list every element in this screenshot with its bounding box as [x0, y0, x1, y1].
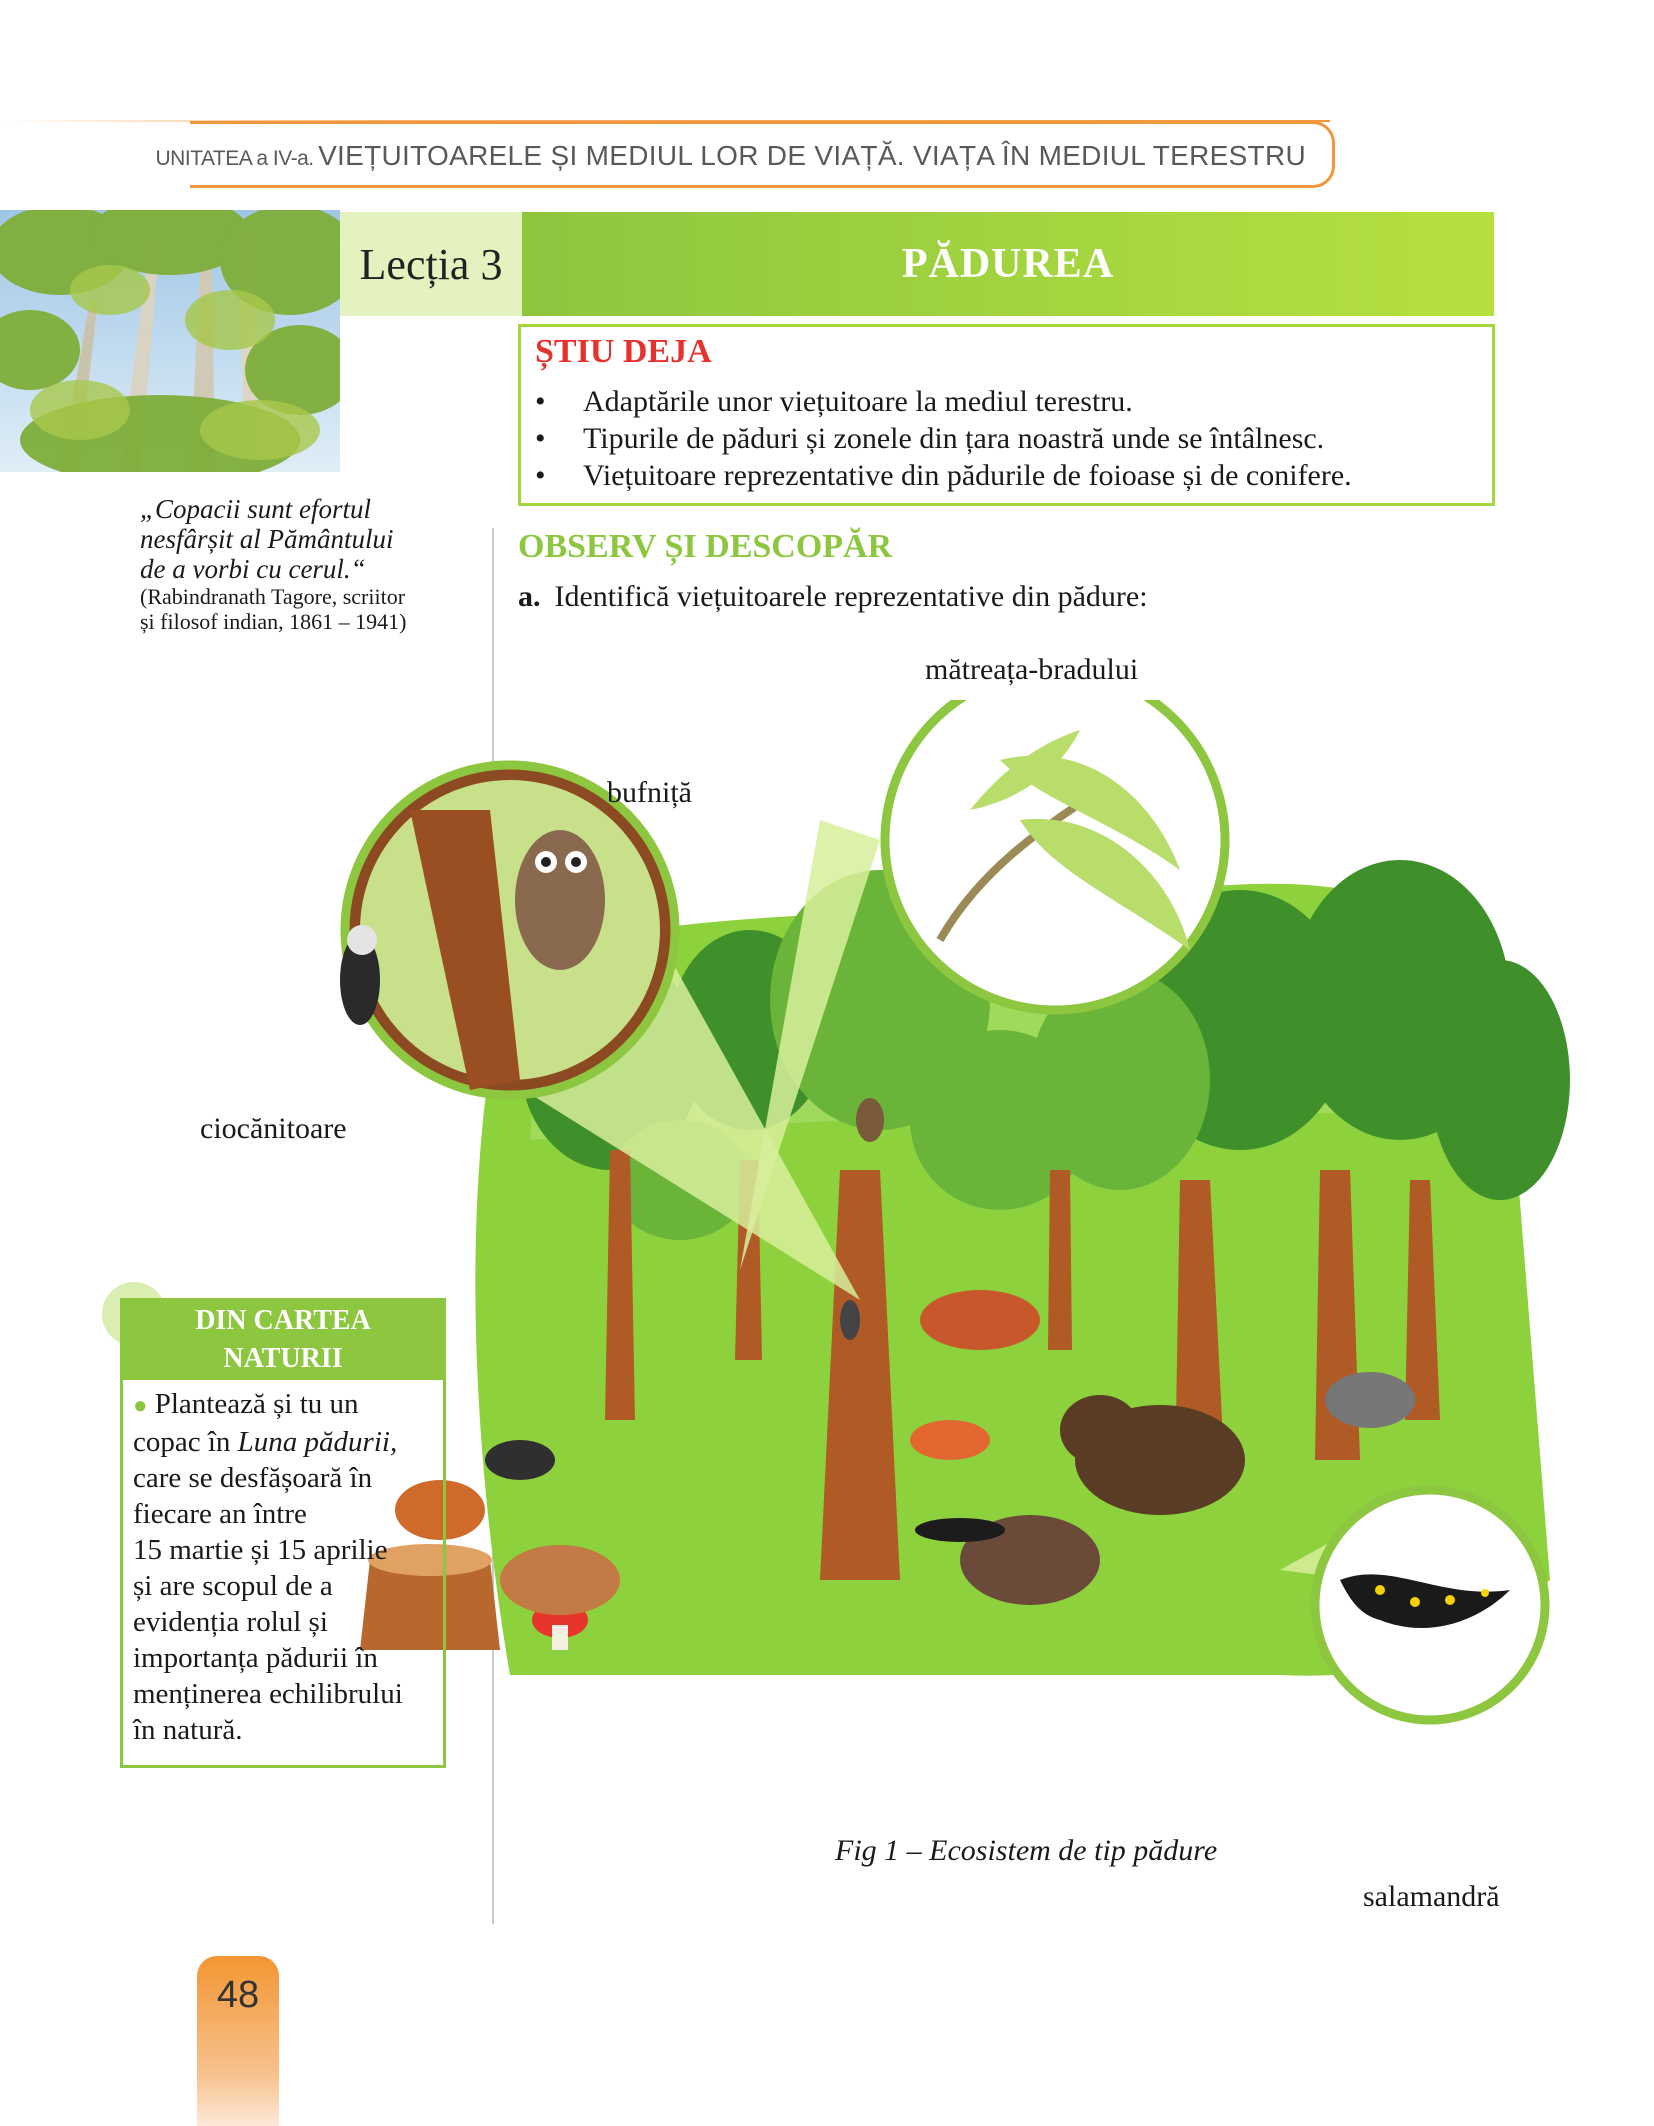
unit-header-text — [156, 140, 1306, 172]
nature-line: importanța pădurii în — [133, 1642, 378, 1674]
label-woodpecker: ciocănitoare — [200, 1112, 347, 1145]
nature-box-title-line: DIN CARTEA — [195, 1305, 371, 1336]
nature-box — [120, 1380, 446, 1768]
unit-header — [155, 121, 1335, 188]
figure-caption: Fig 1 – Ecosistem de tip pădure — [835, 1834, 1218, 1867]
stiu-deja-title: ȘTIU DEJA — [535, 333, 712, 370]
nature-line: în natură. — [133, 1714, 243, 1746]
unit-number: UNITATEA a IV-a. — [155, 147, 314, 170]
nature-line: 15 martie și 15 aprilie — [133, 1534, 388, 1566]
lesson-label: Lecția 3 — [340, 212, 522, 316]
nature-line: fiecare an între — [133, 1498, 307, 1530]
nature-line: menținerea echilibrului — [133, 1678, 403, 1710]
nature-line: și are scopul de a — [133, 1570, 333, 1602]
nature-box-title-line: NATURII — [223, 1343, 343, 1374]
quote-line: de a vorbi cu cerul.“ — [140, 554, 366, 584]
list-item: • Adaptările unor viețuitoare la mediul terestru. — [535, 383, 1352, 420]
task-letter: a. — [518, 580, 541, 613]
forest-ecosystem-illustration — [280, 700, 1610, 1900]
list-item: • Tipurile de păduri și zonele din țara noastră unde se întâlnesc. — [535, 420, 1352, 457]
stiu-deja-list — [535, 383, 1352, 494]
nature-italic: Luna pădurii, — [237, 1426, 398, 1458]
observ-title: OBSERV ȘI DESCOPĂR — [518, 528, 893, 565]
task-text: Identifică viețuitoarele reprezentative din pădure: — [554, 580, 1148, 613]
quote-line: nesfârșit al Pământului — [140, 524, 394, 554]
tagore-quote — [140, 494, 460, 634]
page-number: 48 — [216, 1974, 260, 2016]
nature-line: Plantează și tu un — [154, 1388, 359, 1420]
lesson-title: PĂDUREA — [522, 212, 1494, 316]
nature-box-title — [120, 1298, 446, 1380]
stiu-deja-box — [518, 324, 1495, 506]
task-a — [518, 580, 1148, 614]
list-item: • Viețuitoare reprezentative din pădurile de foioase și de conifere. — [535, 457, 1352, 494]
nature-line: copac în — [133, 1426, 238, 1458]
quote-source: (Rabindranath Tagore, scriitor — [140, 584, 406, 609]
nature-box-text — [133, 1386, 443, 1748]
nature-line: care se desfășoară în — [133, 1462, 373, 1494]
label-owl: bufniță — [607, 776, 692, 809]
bullet-icon: ● — [133, 1393, 148, 1419]
quote-line: „Copacii sunt efortul — [140, 494, 372, 524]
label-lichen: mătreața-bradului — [925, 653, 1139, 686]
nature-line: evidenția rolul și — [133, 1606, 328, 1638]
label-salamander: salamandră — [1363, 1880, 1500, 1913]
unit-title: VIEȚUITOARELE ȘI MEDIUL LOR DE VIAȚĂ. VIAȚA ÎN MEDIUL TERESTRU — [318, 140, 1306, 171]
forest-photo — [0, 210, 340, 472]
page-number-tab — [197, 1956, 279, 2126]
quote-source: și filosof indian, 1861 – 1941) — [140, 609, 407, 634]
